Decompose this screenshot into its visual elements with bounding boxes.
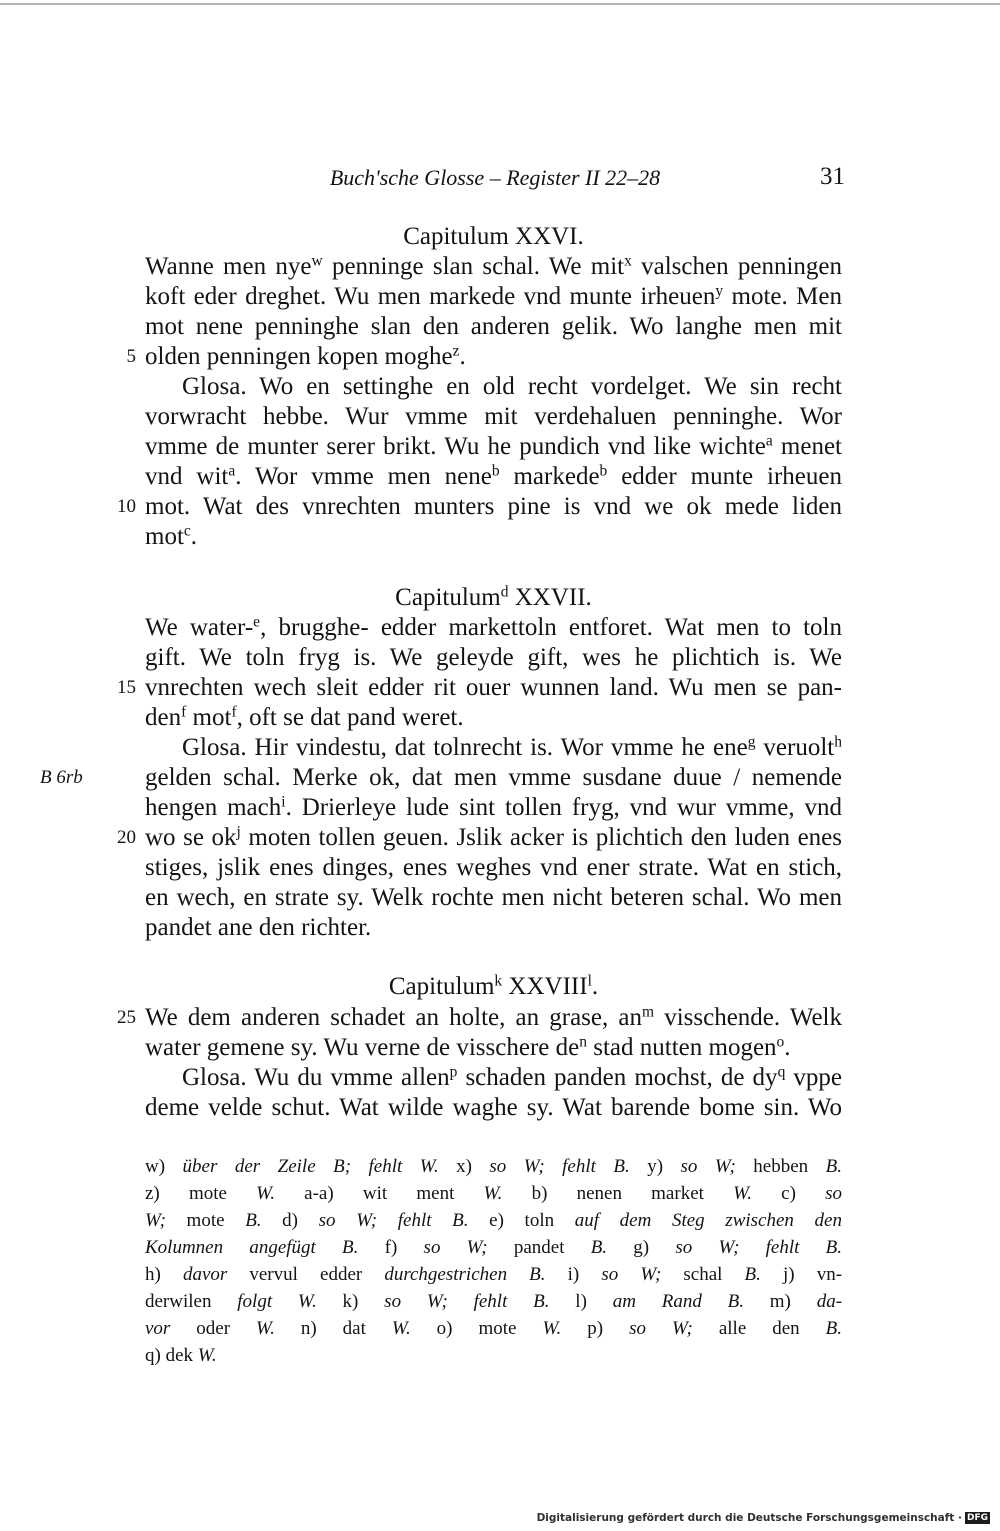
line-number: 20 bbox=[117, 827, 136, 848]
text-line: Wanne men nye$^w$ penninge slan schal. We mit$^x$ valschen penningen bbox=[145, 252, 842, 280]
text-line: mot. Wat des vnrechten munters pine is vnd we ok mede liden bbox=[145, 493, 842, 520]
line-number: 5 bbox=[126, 346, 136, 367]
text-line: vnd wit$^a$. Wor vmme men nene$^b$ markede$^b$ edder munte irheuen bbox=[145, 462, 842, 490]
text-line: Glosa. Wo en settinghe en old recht vordelget. We sin recht bbox=[182, 373, 842, 400]
text-line: pandet ane den richter. bbox=[145, 914, 372, 941]
margin-reference: B 6rb bbox=[40, 767, 83, 788]
text-line: wo se $ok^j$ moten tollen geuen. Jslik acker is plichtich den luden enes bbox=[145, 823, 842, 851]
line-number: 25 bbox=[117, 1007, 136, 1028]
chapter-heading-xxvi: Capitulum XXVI. bbox=[403, 223, 584, 250]
footnote-line: q) dek W. bbox=[145, 1345, 217, 1366]
text-line: vnrechten wech sleit edder rit ouer wunnen land. Wu men se pan- bbox=[145, 674, 842, 701]
chapter-heading-xxviii: Capitulum$^k$ XXVIII$^l$. bbox=[388, 972, 599, 1000]
line-number: 15 bbox=[117, 677, 136, 698]
text-line: We dem anderen schadet an holte, an grase, $an^m$ visschende. Welk bbox=[145, 1003, 842, 1031]
page-header bbox=[145, 163, 845, 199]
text-line: mot nene penninghe slan den anderen gelik. Wo langhe men mit bbox=[145, 313, 842, 340]
digitization-credit bbox=[537, 1512, 990, 1524]
text-line: hengen mach$^i$. Drierleye lude sint tollen fryg, vnd wur vmme, vnd bbox=[145, 793, 842, 821]
chapter-heading-xxvii: Capitulum$^d$ XXVII. bbox=[395, 583, 592, 611]
dfg-logo-icon: DFG bbox=[966, 1513, 988, 1523]
text-line: gelden schal. Merke ok, dat men vmme susdane duue / nemende bbox=[145, 764, 842, 791]
text-line: vmme de munter serer brikt. Wu he pundich vnd like wichte$^a$ menet bbox=[145, 432, 843, 460]
text-line: water gemene sy. Wu verne de visschere $de^n$ stad nutten mogen$^o$. bbox=[145, 1033, 791, 1061]
running-head: Buch'sche Glosse – Register II 22–28 bbox=[329, 165, 661, 190]
text-line: koft eder dreghet. Wu men markede vnd munte irheuen$^y$ mote. Men bbox=[145, 282, 842, 310]
footnote-line: w) über der Zeile B; fehlt W. x) so W; fehlt B. y) so W; hebben B. bbox=[145, 1156, 843, 1177]
page-number: 31 bbox=[820, 163, 845, 190]
text-line: en wech, en strate sy. Welk rochte men nicht beteren schal. Wo men bbox=[145, 884, 842, 911]
text-line: mot$^c$. bbox=[145, 522, 198, 550]
text-line: We water-$^e$, brugghe- edder markettoln entforet. Wat men to toln bbox=[145, 613, 842, 641]
text-line: vorwracht hebbe. Wur vmme mit verdehaluen penninghe. Wor bbox=[145, 403, 842, 430]
line-number: 10 bbox=[117, 496, 136, 517]
footnote-line: vor oder W. n) dat W. o) mote W. p) so W; alle den B. bbox=[145, 1318, 843, 1339]
text-line: olden penningen kopen moghe$^z$. bbox=[145, 342, 466, 370]
text-line: Glosa. Hir vindestu, dat tolnrecht is. Wor vmme he ene$^g$ veruolt$^h$ bbox=[182, 733, 842, 761]
footnote-line: z) mote W. a-a) wit ment W. b) nenen market W. c) so bbox=[145, 1183, 842, 1204]
footnote-line: Kolumnen angefügt B. f) so W; pandet B. g) so W; fehlt B. bbox=[145, 1237, 842, 1258]
text-line: deme velde schut. Wat wilde waghe sy. Wat barende bome sin. Wo bbox=[145, 1094, 842, 1121]
footnote-line: W; mote B. d) so W; fehlt B. e) toln auf dem Steg zwischen den bbox=[145, 1210, 842, 1231]
footnote-line: h) davor vervul edder durchgestrichen B. i) so W; schal B. j) vn- bbox=[145, 1264, 843, 1285]
text-line: stiges, jslik enes dinges, enes weghes vnd ener strate. Wat en stich, bbox=[145, 854, 842, 881]
credit-text: Digitalisierung gefördert durch die Deutsche Forschungsgemeinschaft · bbox=[536, 1512, 962, 1524]
top-border-line bbox=[0, 3, 1000, 5]
text-line: gift. We toln fryg is. We geleyde gift, wes he plichtich is. We bbox=[145, 644, 842, 671]
text-line: den$^f$ mot$^f$, oft se dat pand weret. bbox=[145, 703, 464, 731]
footnote-line: derwilen folgt W. k) so W; fehlt B. l) am Rand B. m) da- bbox=[145, 1291, 843, 1312]
text-line: Glosa. Wu du vmme allen$^p$ schaden panden mochst, de $dy^q$ vppe bbox=[182, 1063, 842, 1091]
